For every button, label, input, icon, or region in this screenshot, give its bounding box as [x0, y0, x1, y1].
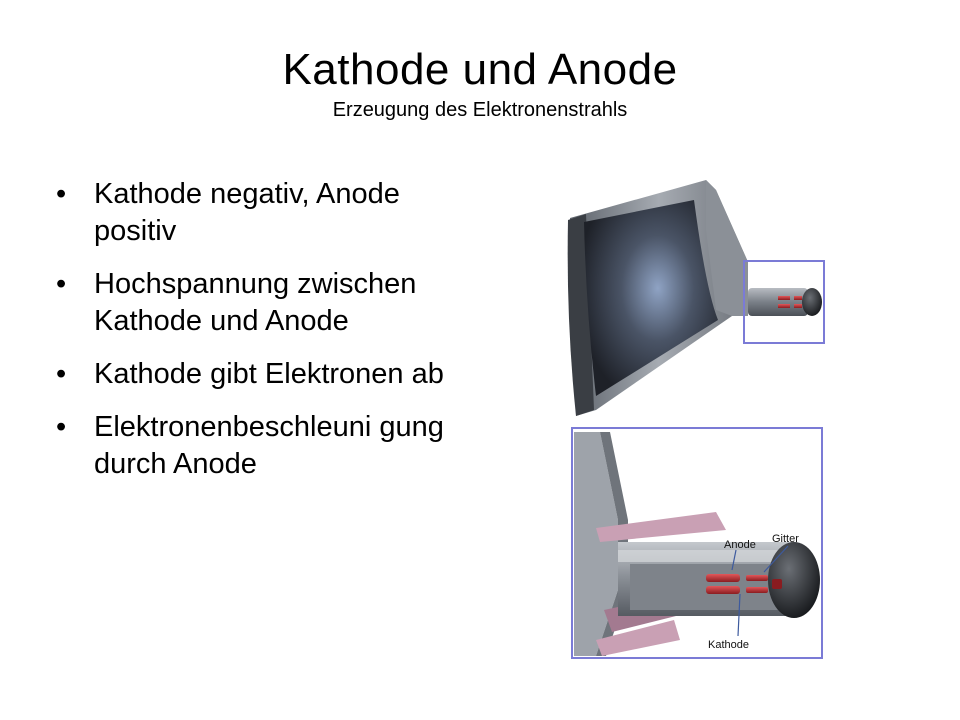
title-block: [0, 44, 960, 122]
anode-label: Anode: [724, 539, 756, 551]
bullet-list: [56, 176, 476, 499]
bullet-text: Hochspannung zwischen Kathode und Anode: [94, 268, 417, 337]
crt-svg: [556, 170, 836, 665]
crt-illustration: [556, 170, 836, 665]
bullet-item: [56, 266, 476, 340]
gitter-electrode: [746, 575, 768, 581]
bullet-dot: •: [56, 268, 67, 300]
kathode-label: Kathode: [708, 639, 749, 651]
bullet-text: Kathode negativ, Anode positiv: [94, 178, 400, 247]
bullet-text: Kathode gibt Elektronen ab: [94, 358, 444, 390]
crt-overview: [568, 180, 824, 416]
bullet-dot: •: [56, 358, 67, 390]
bullet-item: [56, 356, 476, 393]
bullet-text: Elektronenbeschleuni gung durch Anode: [94, 411, 444, 480]
anode-electrode: [706, 574, 740, 582]
bullet-dot: •: [56, 178, 67, 210]
bullet-item: [56, 409, 476, 483]
slide-title: Kathode und Anode: [282, 45, 678, 94]
kathode-electrode: [772, 579, 782, 589]
slide-subtitle: Erzeugung des Elektronenstrahls: [332, 99, 628, 121]
gitter-label: Gitter: [772, 533, 799, 545]
bullet-dot: •: [56, 411, 67, 443]
crt-detail: [572, 428, 822, 658]
bullet-item: [56, 176, 476, 250]
